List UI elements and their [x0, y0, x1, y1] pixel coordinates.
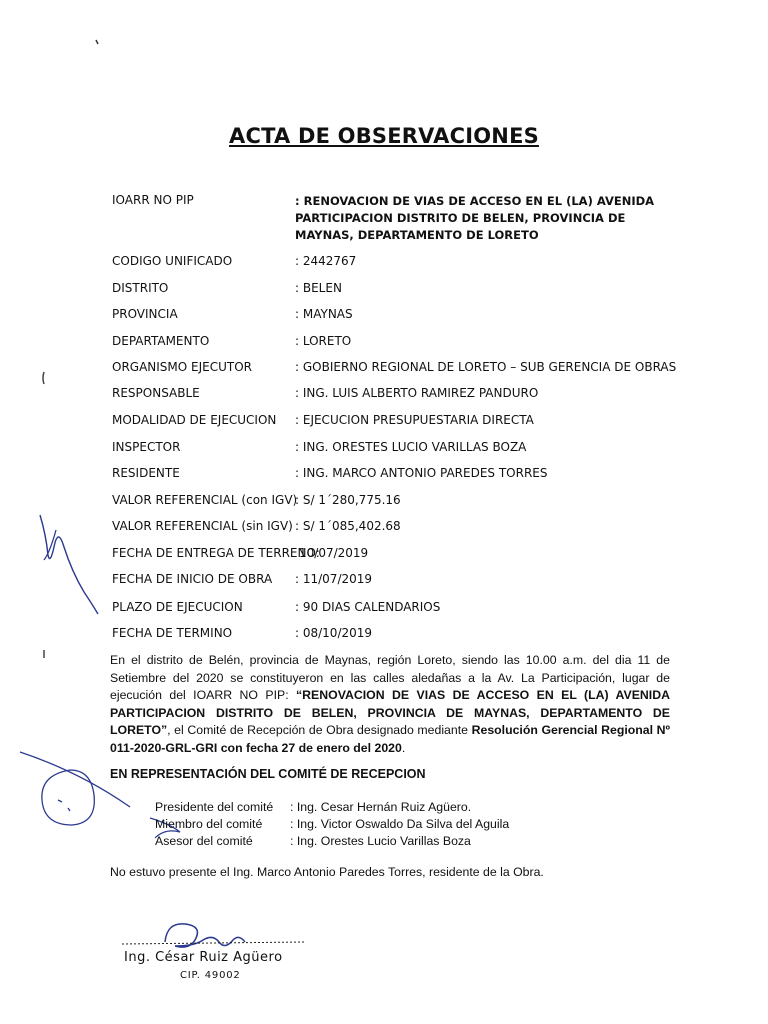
field-label: FECHA DE ENTREGA DE TERRENO:	[112, 546, 320, 560]
field-label: INSPECTOR	[112, 440, 181, 454]
stamp-name: Ing. César Ruiz Agüero	[124, 950, 283, 965]
field-value: : 2442767	[295, 254, 357, 268]
committee-section-title: EN REPRESENTACIÓN DEL COMITÉ DE RECEPCION	[110, 767, 426, 781]
field-label: MODALIDAD DE EJECUCION	[112, 413, 277, 427]
stamp-cip: CIP. 49002	[180, 970, 241, 981]
field-value: : ING. LUIS ALBERTO RAMIREZ PANDURO	[295, 386, 539, 400]
field-value: : RENOVACION DE VIAS DE ACCESO EN EL (LA) AVENIDA PARTICIPACION DISTRITO DE BELEN, PROVINCIA DE MAYNAS, DEPARTAMENTO DE LORETO	[295, 194, 655, 242]
field-value: : EJECUCION PRESUPUESTARIA DIRECTA	[295, 413, 534, 427]
committee-role: Miembro del comité	[155, 817, 263, 831]
committee-name: : Ing. Cesar Hernán Ruiz Agüero.	[290, 800, 472, 814]
field-label: DEPARTAMENTO	[112, 334, 210, 348]
committee-name: : Ing. Victor Oswaldo Da Silva del Aguila	[290, 817, 510, 831]
field-label: RESIDENTE	[112, 466, 180, 480]
committee-role: Asesor del comité	[155, 834, 253, 848]
field-value: : S/ 1´280,775.16	[295, 493, 401, 507]
field-value: 10/07/2019	[299, 546, 369, 560]
field-label: FECHA DE INICIO DE OBRA	[112, 572, 273, 586]
field-value: : MAYNAS	[295, 307, 353, 321]
field-value: : 08/10/2019	[295, 626, 373, 640]
field-value: : S/ 1´085,402.68	[295, 519, 401, 533]
absence-note: No estuvo presente el Ing. Marco Antonio Paredes Torres, residente de la Obra.	[110, 865, 544, 879]
field-value: : LORETO	[295, 334, 352, 348]
field-label: RESPONSABLE	[112, 386, 200, 400]
committee-member	[155, 817, 510, 831]
field-value: : 11/07/2019	[295, 572, 373, 586]
field-value: : ING. MARCO ANTONIO PAREDES TORRES	[295, 466, 548, 480]
field-label: PLAZO DE EJECUCION	[112, 600, 243, 614]
field-label: IOARR NO PIP	[112, 193, 194, 207]
field-label: DISTRITO	[112, 281, 169, 295]
field-value: : ING. ORESTES LUCIO VARILLAS BOZA	[295, 440, 527, 454]
field-label: FECHA DE TERMINO	[112, 626, 233, 640]
project-name-bold: “RENOVACION DE VIAS DE ACCESO EN EL (LA) AVENIDA PARTICIPACION DISTRITO DE BELEN, PROVINCIA DE MAYNAS, DEPARTAMENTO DE LORETO”	[110, 688, 670, 737]
field-label: VALOR REFERENCIAL (con IGV)	[112, 493, 298, 507]
committee-member	[155, 800, 472, 814]
committee-name: : Ing. Orestes Lucio Varillas Boza	[290, 834, 471, 848]
document-title: ACTA DE OBSERVACIONES	[229, 124, 539, 148]
field-value: : 90 DIAS CALENDARIOS	[295, 600, 441, 614]
field-value: : BELEN	[295, 281, 342, 295]
committee-member	[155, 834, 471, 848]
field-label: VALOR REFERENCIAL (sin IGV)	[112, 519, 293, 533]
field-label: PROVINCIA	[112, 307, 178, 321]
field-value: : GOBIERNO REGIONAL DE LORETO – SUB GERENCIA DE OBRAS	[295, 360, 677, 374]
signature-stamp	[118, 920, 318, 990]
field-label: ORGANISMO EJECUTOR	[112, 360, 253, 374]
field-label: CODIGO UNIFICADO	[112, 254, 233, 268]
intro-paragraph: En el distrito de Belén, provincia de Maynas, región Loreto, siendo las 10.00 a.m. del dia 11 de Setiembre del 2020 se constituyeron en las calles aledañas a la Av. La Participación, lugar de ejecución del IOARR NO PIP: “RENOVACION DE VIAS DE ACCESO EN EL (LA) AVENIDA PARTICIPACION DISTRITO DE BELEN, PROVINCIA DE MAYNAS, DEPARTAMENTO DE LORETO”, el Comité de Recepción de Obra designado mediante Resolución Gerencial Regional Nº 011-2020-GRL-GRI con fecha 27 de enero del 2020.	[110, 653, 670, 755]
committee-role: Presidente del comité	[155, 800, 274, 814]
resolution-bold: Resolución Gerencial Regional Nº 011-2020-GRL-GRI con fecha 27 de enero del 2020	[110, 723, 670, 755]
